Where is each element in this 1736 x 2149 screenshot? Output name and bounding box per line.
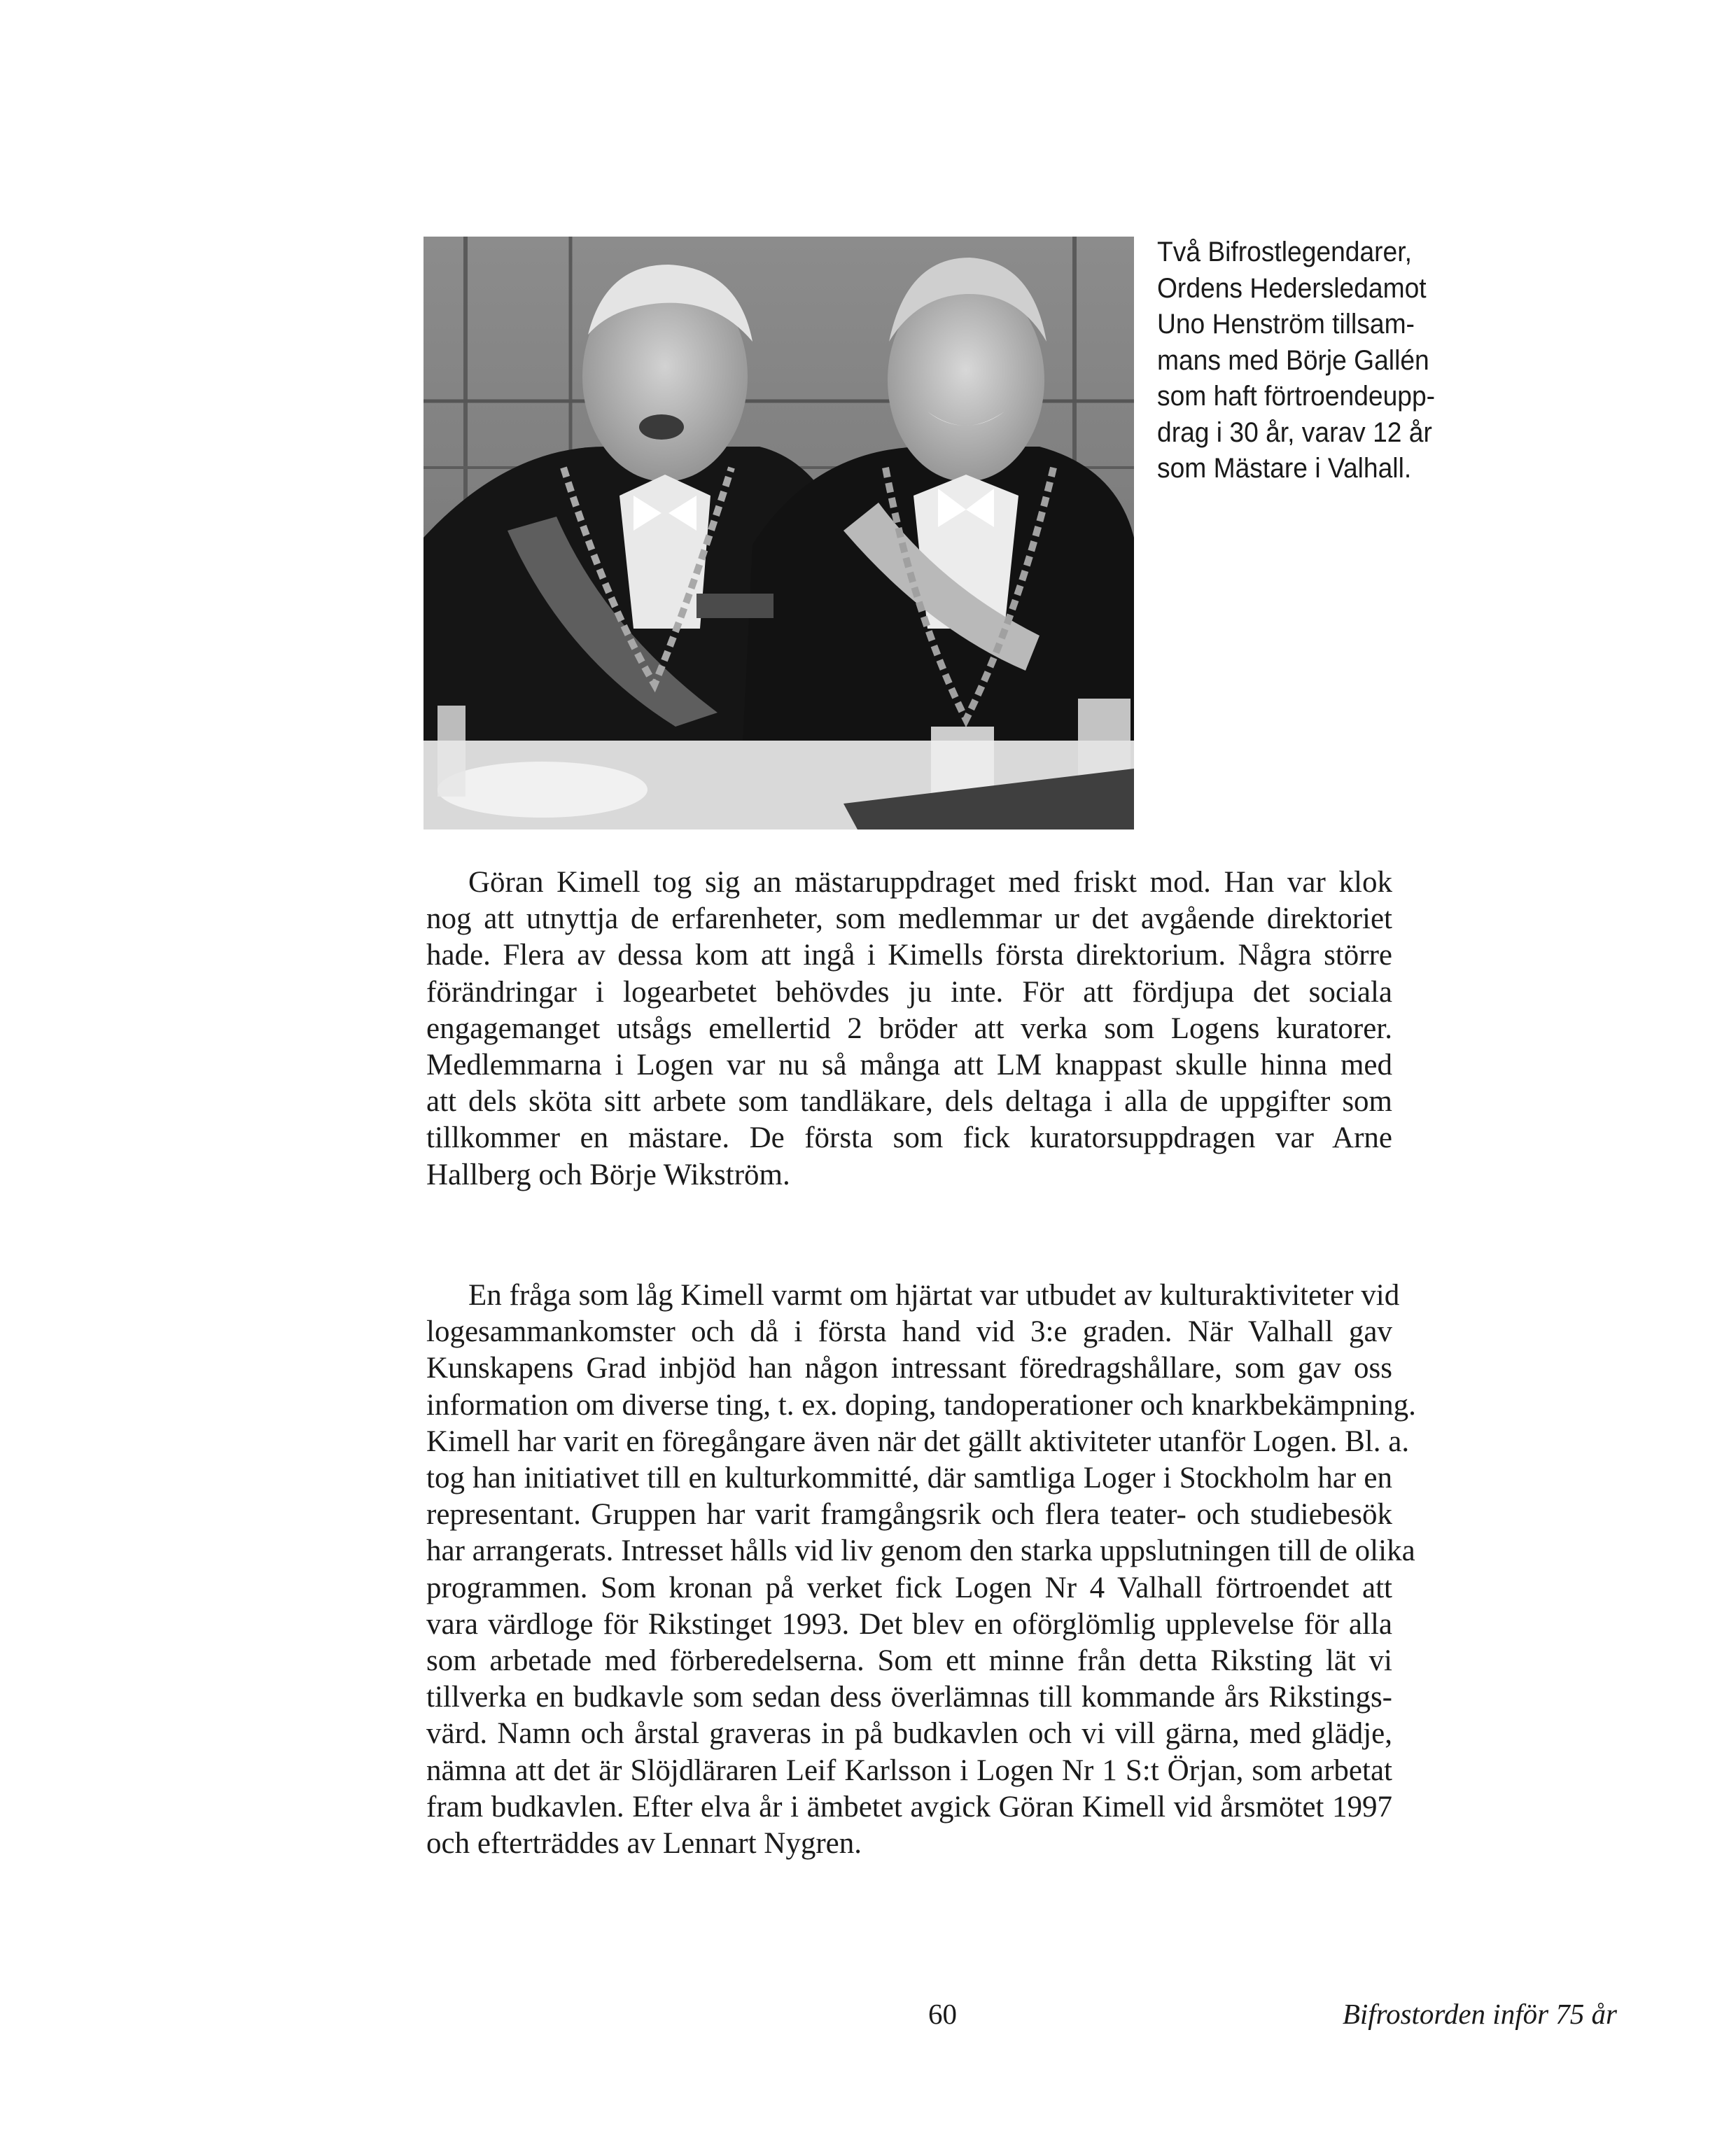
caption-line: mans med Börje Gallén — [1157, 344, 1429, 376]
text-line: tillverka en budkavle som sedan dess överlämnas till kommande års Rikstings- — [426, 1681, 1392, 1714]
text-line: nämna att det är Slöjdläraren Leif Karlsson i Logen Nr 1 S:t Örjan, som arbetat — [426, 1754, 1392, 1787]
caption-line: som Mästare i Valhall. — [1157, 453, 1412, 484]
paragraph-1 — [426, 864, 1392, 1194]
caption-line: Ordens Hedersledamot — [1157, 272, 1427, 304]
text-line: och efterträddes av Lennart Nygren. — [426, 1827, 862, 1861]
text-line: engagemanget utsågs emellertid 2 bröder att verka som Logens kuratorer. — [426, 1011, 1392, 1045]
caption-line: drag i 30 år, varav 12 år — [1157, 416, 1432, 448]
text-line: tillkommer en mästare. De första som fick kuratorsuppdragen var Arne — [426, 1121, 1392, 1155]
photo-caption — [1157, 234, 1469, 487]
text-line: programmen. Som kronan på verket fick Logen Nr 4 Valhall förtroendet att — [426, 1571, 1392, 1604]
paragraph-2 — [426, 1278, 1416, 1862]
text-line: som arbetade med förberedelserna. Som ett minne från detta Riksting lät vi — [426, 1644, 1392, 1678]
text-line: logesammankomster och då i första hand vid 3:e graden. När Valhall gav — [426, 1315, 1392, 1349]
text-line: Göran Kimell tog sig an mästaruppdraget med friskt mod. Han var klok — [468, 866, 1392, 899]
caption-line: Uno Henström tillsam- — [1157, 309, 1415, 340]
text-line: vara värdloge för Rikstinget 1993. Det blev en oförglömlig upplevelse för alla — [426, 1607, 1392, 1641]
text-line: nog att utnyttja de erfarenheter, som medlemmar ur det avgående direktoriet — [426, 902, 1392, 936]
text-line: En fråga som låg Kimell varmt om hjärtat var utbudet av kulturaktiviteter vid — [468, 1279, 1400, 1312]
text-line: att dels sköta sitt arbete som tandläkare, dels deltaga i alla de uppgifter som — [426, 1085, 1392, 1119]
text-line: Hallberg och Börje Wikström. — [426, 1158, 790, 1191]
text-line: värd. Namn och årstal graveras in på budkavlen och vi vill gärna, med glädje, — [426, 1717, 1392, 1751]
running-title: Bifrostorden inför 75 år — [1342, 1998, 1617, 2030]
text-line: Kimell har varit en föregångare även när det gällt aktiviteter utanför Logen. Bl. a. — [426, 1424, 1410, 1458]
photograph — [424, 237, 1134, 830]
text-line: har arrangerats. Intresset hålls vid liv genom den starka uppslutningen till de olika — [426, 1534, 1415, 1568]
text-line: fram budkavlen. Efter elva år i ämbetet avgick Göran Kimell vid årsmötet 1997 — [426, 1790, 1392, 1823]
text-line: representant. Gruppen har varit framgångsrik och flera teater- och studiebesök — [426, 1498, 1392, 1532]
text-line: information om diverse ting, t. ex. doping, tandoperationer och knarkbekämpning. — [426, 1388, 1416, 1422]
text-line: Kunskapens Grad inbjöd han någon intressant föredragshållare, som gav oss — [426, 1352, 1392, 1385]
photo-two-men-icon — [424, 237, 1134, 830]
caption-line: som haft förtroendeupp- — [1157, 381, 1436, 412]
text-line: tog han initiativet till en kulturkommitté, där samtliga Loger i Stockholm har en — [426, 1462, 1392, 1495]
text-line: hade. Flera av dessa kom att ingå i Kimells första direktorium. Några större — [426, 939, 1392, 972]
caption-line: Två Bifrostlegendarer, — [1157, 237, 1412, 267]
page-number: 60 — [928, 1998, 957, 2030]
text-line: förändringar i logearbetet behövdes ju inte. För att fördjupa det sociala — [426, 975, 1392, 1009]
text-line: Medlemmarna i Logen var nu så många att LM knappast skulle hinna med — [426, 1049, 1392, 1082]
